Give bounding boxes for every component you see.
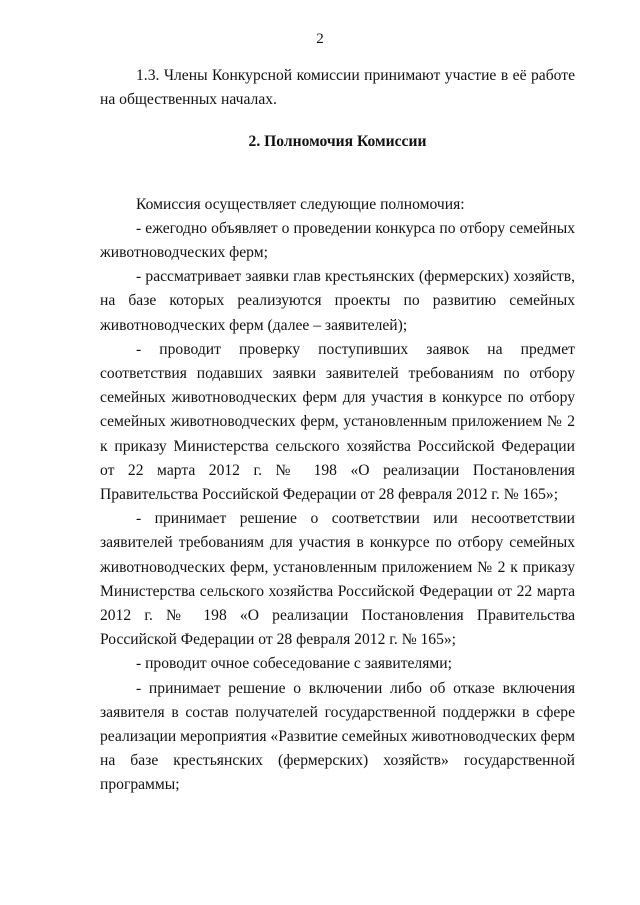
intro-paragraph: Комиссия осуществляет следующие полномочия:: [136, 195, 465, 213]
list-item: - проводит проверку поступивших заявок на предмет соответствия подавших заявки заявителей требованиям по отбору семейных животноводческих ферм для участия в конкурсе по отбору семейных животноводческих ферм, установленным приложением № 2 к приказу Министерства сельского хозяйства Российской Федерации от 22 марта 2012 г. № 198 «О реализации Постановления Правительства Российской Федерации от 28 февраля 2012 г. № 165»;: [100, 340, 575, 504]
list-item: - принимает решение о соответствии или несоответствии заявителей требованиям для участия в конкурсе по отбору семейных животноводческих ферм, установленным приложением № 2 к приказу Министерства сельского хозяйства Российской Федерации от 22 марта 2012 г. № 198 «О реализации Постановления Правительства Российской Федерации от 28 февраля 2012 г. № 165»;: [100, 510, 575, 649]
page-number: 2: [316, 31, 324, 47]
spacer: [100, 177, 575, 193]
list-item: - рассматривает заявки глав крестьянских (фермерских) хозяйств, на базе которых реализуются проекты по развитию семейных животноводческих ферм (далее – заявителей);: [100, 268, 575, 334]
paragraph-1-3: 1.3. Члены Конкурсной комиссии принимают участие в её работе на общественных началах.: [100, 67, 575, 109]
list-item: - проводит очное собеседование с заявителями;: [136, 655, 452, 673]
list-item: - ежегодно объявляет о проведении конкурса по отбору семейных животноводческих ферм;: [100, 219, 575, 262]
section-heading: 2. Полномочия Комиссии: [248, 133, 427, 151]
document-body: [100, 64, 575, 798]
list-item: - принимает решение о включении либо об отказе включения заявителя в состав получателей государственной поддержки в сфере реализации мероприятия «Развитие семейных животноводческих ферм на базе крестьянских (фермерских) хозяйств» государственной программы;: [100, 679, 575, 794]
